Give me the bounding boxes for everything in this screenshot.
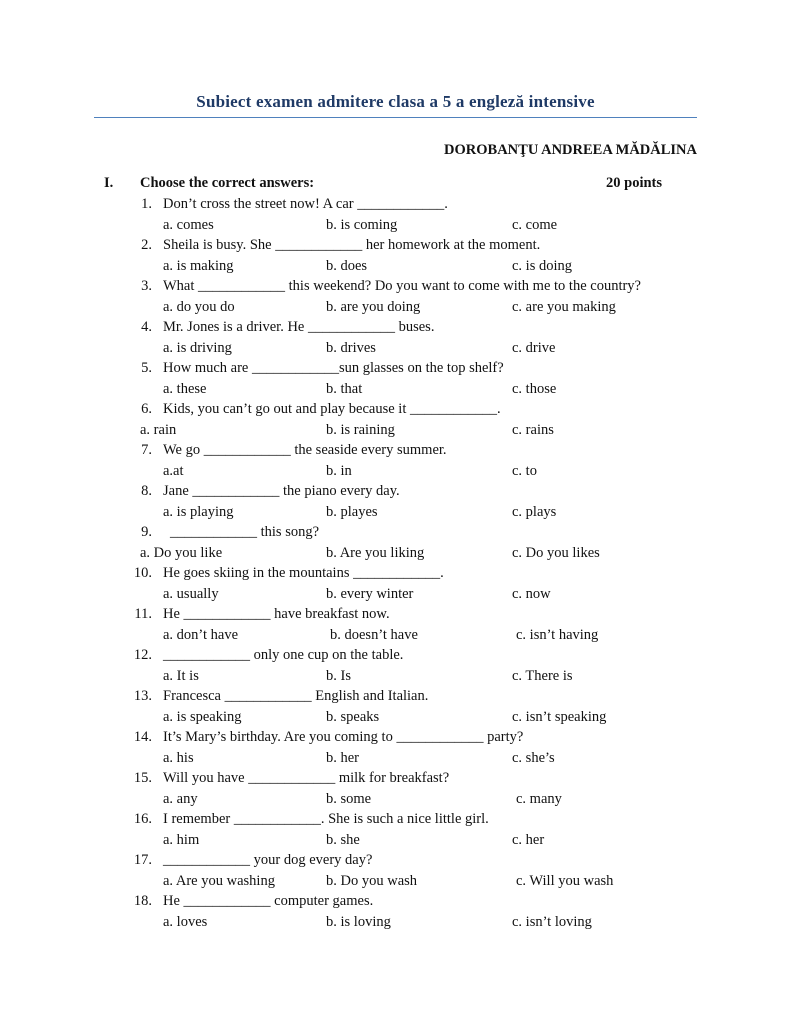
- answer-option-a[interactable]: a. usually: [163, 585, 219, 602]
- answer-option-a[interactable]: a. is playing: [163, 503, 234, 520]
- answer-option-a[interactable]: a. It is: [163, 667, 199, 684]
- answer-option-a[interactable]: a. his: [163, 749, 194, 766]
- answer-option-c[interactable]: c. plays: [512, 503, 557, 520]
- answer-option-a[interactable]: a. is making: [163, 257, 234, 274]
- answer-option-b[interactable]: b. in: [326, 462, 352, 479]
- answer-option-a[interactable]: a. don’t have: [163, 626, 239, 643]
- answer-option-b[interactable]: b. playes: [326, 503, 378, 520]
- answer-option-a[interactable]: a. comes: [163, 216, 214, 233]
- answer-option-b[interactable]: b. is coming: [326, 216, 398, 233]
- answer-option-a[interactable]: a. these: [163, 380, 207, 397]
- question-text: ____________ only one cup on the table.: [163, 647, 404, 663]
- answer-option-c[interactable]: c. is doing: [512, 257, 573, 274]
- author-name: DOROBANŢU ANDREEA MĂDĂLINA: [444, 142, 697, 158]
- answer-option-c[interactable]: c. those: [512, 380, 557, 397]
- answer-option-c[interactable]: c. isn’t having: [516, 626, 599, 643]
- answer-option-c[interactable]: c. isn’t loving: [512, 913, 592, 930]
- answer-option-b[interactable]: b. her: [326, 749, 360, 766]
- answer-option-b[interactable]: b. that: [326, 380, 363, 397]
- question-text: Jane ____________ the piano every day.: [163, 483, 400, 499]
- question-text: He ____________ have breakfast now.: [163, 606, 390, 622]
- answer-option-b[interactable]: b. Do you wash: [326, 872, 418, 889]
- answer-option-b[interactable]: b. every winter: [326, 585, 414, 602]
- answer-option-a[interactable]: a. is driving: [163, 339, 232, 356]
- section-number: I.: [104, 175, 114, 191]
- answer-option-c[interactable]: c. There is: [512, 667, 573, 684]
- title-underline: [94, 117, 697, 118]
- question-number: 14.: [133, 729, 152, 745]
- answer-option-a[interactable]: a. any: [163, 790, 198, 807]
- answer-option-c[interactable]: c. her: [512, 831, 545, 848]
- question-text: ____________ your dog every day?: [163, 852, 373, 868]
- question-number: 9.: [141, 524, 152, 540]
- answer-option-a[interactable]: a. is speaking: [163, 708, 242, 725]
- answer-option-a[interactable]: a. him: [163, 831, 200, 848]
- question-text: I remember ____________. She is such a nice little girl.: [163, 811, 489, 827]
- question-number: 11.: [134, 606, 152, 622]
- answer-option-c[interactable]: c. isn’t speaking: [512, 708, 607, 725]
- question-number: 6.: [141, 401, 152, 417]
- answer-option-b[interactable]: b. she: [326, 831, 360, 848]
- answer-option-c[interactable]: c. many: [516, 790, 562, 807]
- answer-option-a[interactable]: a. Are you washing: [163, 872, 275, 889]
- section-title: Choose the correct answers:: [140, 175, 315, 191]
- answer-option-a[interactable]: a. do you do: [163, 298, 235, 315]
- question-number: 4.: [141, 319, 152, 335]
- question-number: 12.: [133, 647, 152, 663]
- question-number: 1.: [141, 196, 152, 212]
- question-text: We go ____________ the seaside every summer.: [163, 442, 447, 458]
- question-text: Don’t cross the street now! A car ____________.: [163, 196, 448, 212]
- question-number: 8.: [141, 483, 152, 499]
- answer-option-c[interactable]: c. to: [512, 462, 537, 479]
- answer-option-c[interactable]: c. are you making: [512, 298, 616, 315]
- question-text: Francesca ____________ English and Italian.: [163, 688, 429, 704]
- question-number: 3.: [141, 278, 152, 294]
- answer-option-b[interactable]: b. Are you liking: [326, 544, 425, 561]
- question-text: How much are ____________sun glasses on the top shelf?: [163, 360, 504, 376]
- question-text: Will you have ____________ milk for breakfast?: [163, 770, 450, 786]
- answer-option-c[interactable]: c. Do you likes: [512, 544, 600, 561]
- question-text: He ____________ computer games.: [163, 893, 374, 909]
- question-number: 17.: [133, 852, 152, 868]
- answer-option-b[interactable]: b. Is: [326, 667, 351, 684]
- answer-option-c[interactable]: c. drive: [512, 339, 556, 356]
- question-text: Kids, you can’t go out and play because it ____________.: [163, 401, 501, 417]
- question-text: It’s Mary’s birthday. Are you coming to ____________ party?: [163, 729, 524, 745]
- question-text: Mr. Jones is a driver. He ____________ buses.: [163, 319, 435, 335]
- question-number: 5.: [141, 360, 152, 376]
- answer-option-c[interactable]: c. she’s: [512, 749, 555, 766]
- question-number: 13.: [133, 688, 152, 704]
- answer-option-b[interactable]: b. speaks: [326, 708, 380, 725]
- answer-option-b[interactable]: b. is loving: [326, 913, 391, 930]
- answer-option-c[interactable]: c. rains: [512, 421, 554, 438]
- answer-option-c[interactable]: c. Will you wash: [516, 872, 614, 889]
- answer-option-a[interactable]: a. Do you like: [140, 544, 223, 561]
- answer-option-a[interactable]: a.at: [163, 462, 184, 479]
- question-number: 7.: [141, 442, 152, 458]
- question-text: What ____________ this weekend? Do you want to come with me to the country?: [163, 278, 641, 294]
- question-number: 2.: [141, 237, 152, 253]
- answer-option-c[interactable]: c. now: [512, 585, 551, 602]
- answer-option-b[interactable]: b. is raining: [326, 421, 395, 438]
- answer-option-b[interactable]: b. some: [326, 790, 372, 807]
- answer-option-b[interactable]: b. does: [326, 257, 368, 274]
- answer-option-c[interactable]: c. come: [512, 216, 558, 233]
- answer-option-b[interactable]: b. doesn’t have: [330, 626, 418, 643]
- page-title: Subiect examen admitere clasa a 5 a engleză intensive: [196, 92, 595, 111]
- question-number: 15.: [133, 770, 152, 786]
- answer-option-a[interactable]: a. loves: [163, 913, 208, 930]
- question-text: He goes skiing in the mountains ____________.: [163, 565, 444, 581]
- question-number: 18.: [133, 893, 152, 909]
- question-number: 10.: [133, 565, 152, 581]
- question-text: Sheila is busy. She ____________ her homework at the moment.: [163, 237, 541, 253]
- question-text: ____________ this song?: [170, 524, 320, 540]
- answer-option-a[interactable]: a. rain: [140, 421, 177, 438]
- question-number: 16.: [133, 811, 152, 827]
- answer-option-b[interactable]: b. drives: [326, 339, 376, 356]
- section-points: 20 points: [606, 175, 663, 191]
- answer-option-b[interactable]: b. are you doing: [326, 298, 421, 315]
